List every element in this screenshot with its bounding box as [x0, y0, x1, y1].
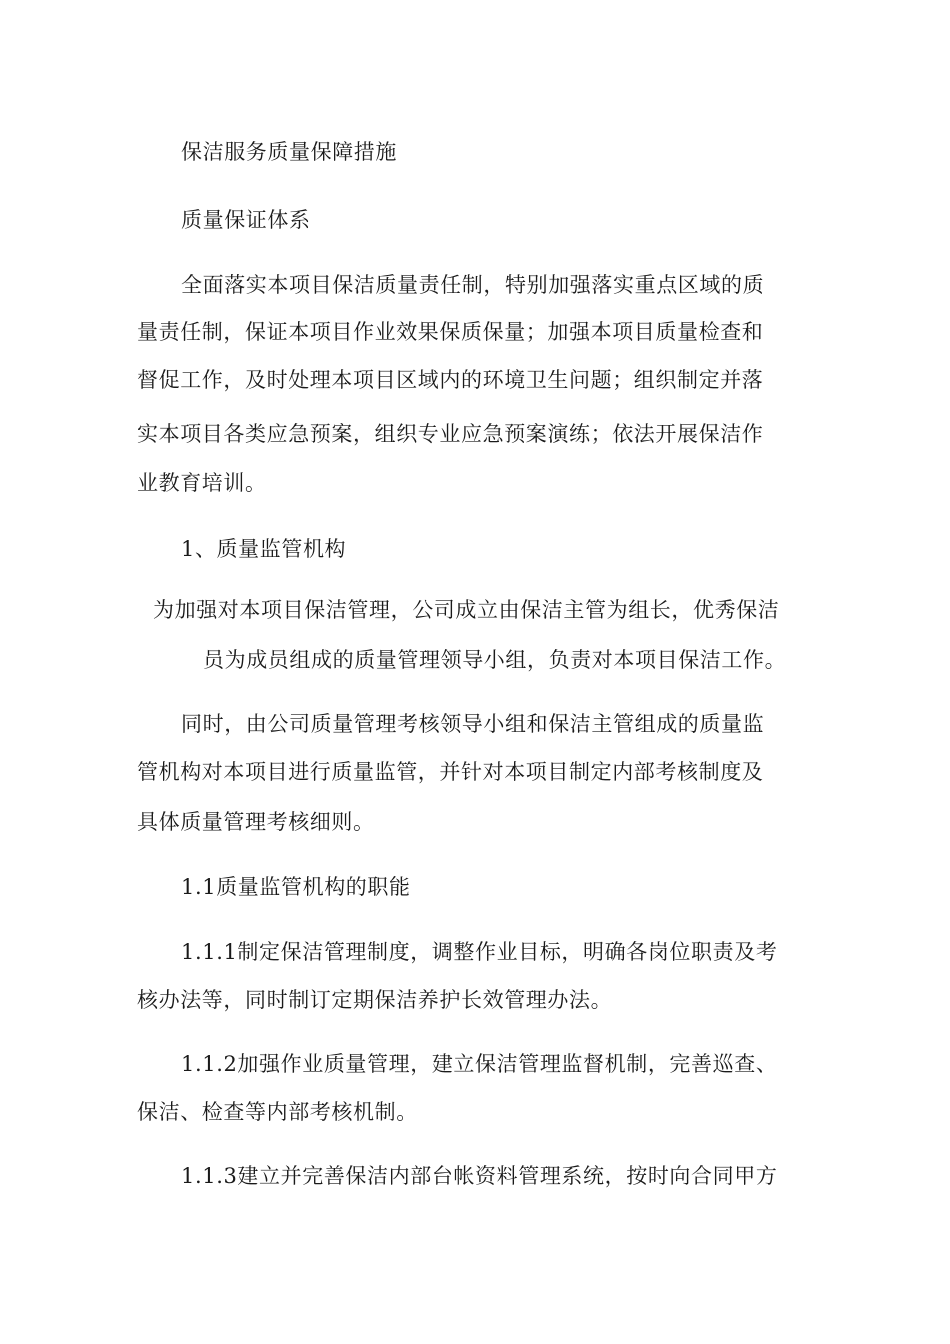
item1-1-2-line-1: 1.1.2加强作业质量管理，建立保洁管理监督机制，完善巡查、 — [181, 1052, 778, 1076]
item1-para2-line-2: 管机构对本项目进行质量监管，并针对本项目制定内部考核制度及 — [137, 760, 764, 784]
item1-1-1-line-1: 1.1.1制定保洁管理制度，调整作业目标，明确各岗位职责及考 — [181, 940, 778, 964]
item1-1-heading: 1.1质量监管机构的职能 — [181, 875, 411, 899]
intro-line-2: 量责任制，保证本项目作业效果保质保量；加强本项目质量检查和 — [137, 320, 764, 344]
item1-1-2-line-2: 保洁、检查等内部考核机制。 — [137, 1100, 418, 1124]
item1-1-3-line-1: 1.1.3建立并完善保洁内部台帐资料管理系统，按时向合同甲方 — [181, 1164, 778, 1188]
intro-line-4: 实本项目各类应急预案，组织专业应急预案演练；依法开展保洁作 — [137, 422, 764, 446]
section-heading: 质量保证体系 — [181, 208, 311, 232]
item1-para2-line-3: 具体质量管理考核细则。 — [137, 810, 375, 834]
item1-para1-line-1: 为加强对本项目保洁管理，公司成立由保洁主管为组长，优秀保洁 — [153, 598, 780, 622]
item1-para1-line-2: 员为成员组成的质量管理领导小组，负责对本项目保洁工作。 — [203, 648, 787, 672]
item1-1-1-line-2: 核办法等，同时制订定期保洁养护长效管理办法。 — [137, 988, 613, 1012]
intro-line-3: 督促工作，及时处理本项目区域内的环境卫生问题；组织制定并落 — [137, 368, 764, 392]
intro-line-1: 全面落实本项目保洁质量责任制，特别加强落实重点区域的质 — [181, 273, 765, 297]
item1-para2-line-1: 同时，由公司质量管理考核领导小组和保洁主管组成的质量监 — [181, 712, 765, 736]
document-title: 保洁服务质量保障措施 — [181, 140, 397, 164]
intro-line-5: 业教育培训。 — [137, 471, 267, 495]
item1-heading: 1、质量监管机构 — [181, 537, 347, 561]
